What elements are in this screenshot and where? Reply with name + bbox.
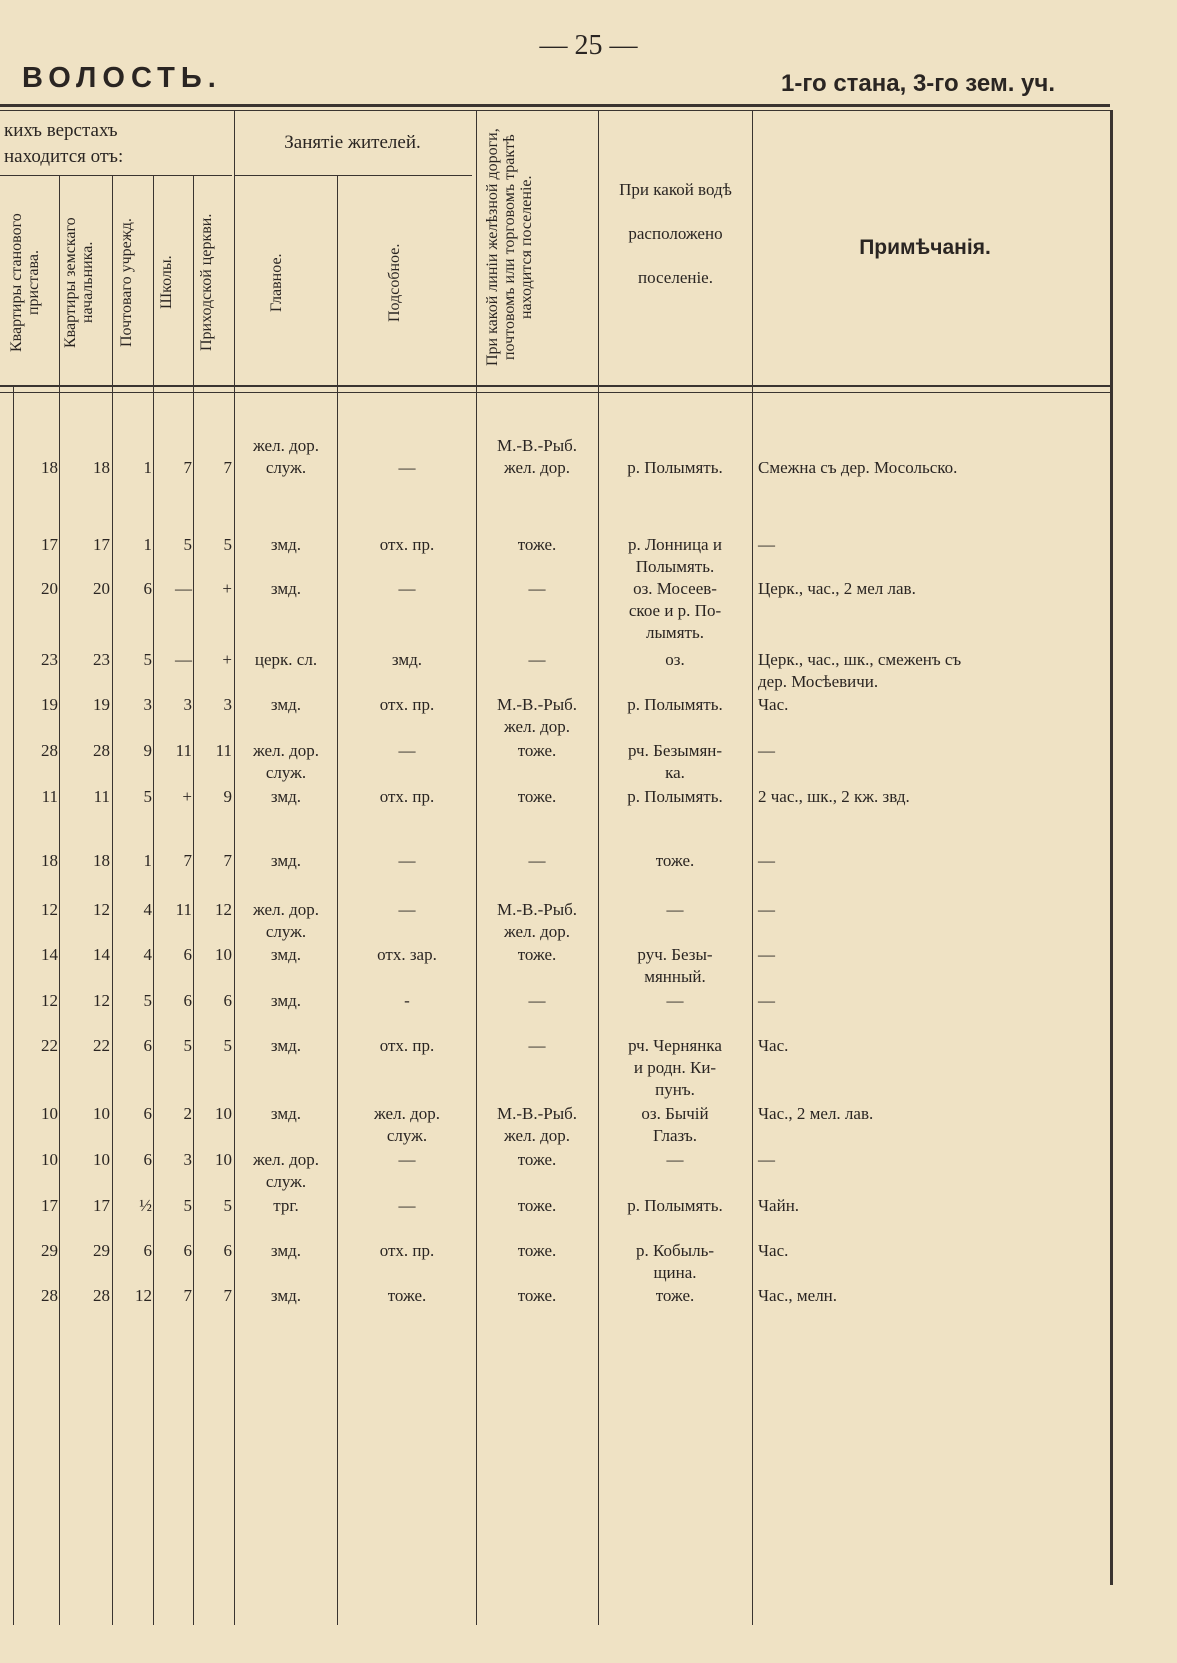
zemsky-cell: 23 [93, 650, 110, 669]
col-water: При какой водѣ расположено поселеніе. [619, 180, 732, 287]
road-cell: М.-В.-Рыб. жел. дор. [496, 900, 578, 941]
aux-occupation-cell: жел. дор. служ. [374, 1104, 440, 1145]
aux-occupation-cell: отх. пр. [379, 787, 435, 806]
note-cell: — [758, 991, 775, 1010]
church-cell: 5 [223, 1196, 232, 1215]
aux-occupation-cell: — [398, 1196, 416, 1215]
school-cell: 2 [183, 1104, 192, 1123]
aux-occupation-cell: — [398, 741, 416, 760]
header-bottom-rule [0, 385, 1110, 387]
zemsky-cell: 18 [93, 458, 110, 477]
zemsky-cell: 17 [93, 1196, 110, 1215]
note-cell: — [758, 945, 775, 964]
zemsky-cell: 10 [93, 1104, 110, 1123]
col-notes: Примѣчанія. [859, 236, 991, 259]
right-border [1110, 110, 1113, 1585]
water-cell: р. Кобыль- щина. [636, 1241, 714, 1282]
road-cell: тоже. [517, 1241, 557, 1260]
column-rule [476, 110, 477, 1625]
school-cell: 5 [183, 535, 192, 554]
occupation-subrule [235, 175, 472, 176]
note-cell: 2 час., шк., 2 кж. звд. [758, 787, 910, 806]
post-cell: 6 [143, 1036, 152, 1055]
stanovoy-cell: 28 [41, 741, 58, 760]
school-cell: 6 [183, 991, 192, 1010]
aux-occupation-cell: отх. пр. [379, 535, 435, 554]
top-rule-thin [0, 110, 1110, 111]
water-cell: оз. Мосеев- ское и р. По- лымять. [628, 579, 722, 642]
post-cell: 5 [143, 787, 152, 806]
church-cell: 6 [223, 1241, 232, 1260]
church-cell: 10 [215, 1104, 232, 1123]
post-cell: 6 [143, 1104, 152, 1123]
road-cell: тоже. [517, 1286, 557, 1305]
zemsky-cell: 11 [93, 787, 110, 806]
top-rule [0, 104, 1110, 107]
water-cell: рч. Безымян- ка. [627, 741, 723, 782]
main-occupation-cell: змд. [270, 851, 302, 870]
aux-occupation-cell: — [398, 1150, 416, 1169]
school-cell: 6 [183, 945, 192, 964]
header-bottom-rule-2 [0, 392, 1110, 393]
church-cell: 10 [215, 945, 232, 964]
col-aux: Подсобное. [386, 243, 403, 322]
road-cell: М.-В.-Рыб. жел. дор. [496, 1104, 578, 1145]
column-rule [337, 175, 338, 1625]
road-cell: тоже. [517, 1150, 557, 1169]
road-cell: М.-В.-Рыб. жел. дор. [496, 436, 578, 477]
note-cell: — [758, 535, 775, 554]
note-cell: Церк., час., 2 мел лав. [758, 579, 916, 598]
stanovoy-cell: 10 [41, 1150, 58, 1169]
school-cell: 6 [183, 1241, 192, 1260]
water-cell: р. Полымять. [627, 458, 723, 477]
road-cell: — [528, 650, 546, 669]
zemsky-cell: 20 [93, 579, 110, 598]
church-cell: 7 [223, 851, 232, 870]
water-cell: тоже. [655, 851, 695, 870]
aux-occupation-cell: отх. зар. [377, 945, 437, 964]
stanovoy-cell: 10 [41, 1104, 58, 1123]
district-heading: 1-го стана, 3-го зем. уч. [780, 70, 1055, 97]
stanovoy-cell: 23 [41, 650, 58, 669]
church-cell: 5 [223, 535, 232, 554]
aux-occupation-cell: отх. пр. [379, 695, 435, 714]
main-occupation-cell: змд. [270, 1036, 302, 1055]
zemsky-cell: 17 [93, 535, 110, 554]
main-occupation-cell: жел. дор. служ. [253, 1150, 319, 1191]
post-cell: 1 [143, 535, 152, 554]
note-cell: Смежна съ дер. Мосольско. [758, 458, 958, 477]
post-cell: 5 [143, 650, 152, 669]
road-cell: тоже. [517, 945, 557, 964]
zemsky-cell: 22 [93, 1036, 110, 1055]
distance-group-header: кихъ верстахъ находится отъ: [4, 120, 124, 167]
road-cell: тоже. [517, 741, 557, 760]
main-occupation-cell: трг. [273, 1196, 299, 1215]
church-cell: 9 [223, 787, 232, 806]
road-cell: — [528, 579, 546, 598]
church-cell: 11 [215, 741, 232, 760]
main-occupation-cell: змд. [270, 787, 302, 806]
school-cell: — [175, 579, 192, 598]
school-cell: 11 [175, 900, 192, 919]
main-occupation-cell: церк. сл. [254, 650, 318, 669]
stanovoy-cell: 28 [41, 1286, 58, 1305]
aux-occupation-cell: - [404, 991, 410, 1010]
church-cell: 5 [223, 1036, 232, 1055]
post-cell: 12 [135, 1286, 152, 1305]
school-cell: + [182, 787, 192, 806]
aux-occupation-cell: — [398, 900, 416, 919]
stanovoy-cell: 11 [41, 787, 58, 806]
zemsky-cell: 12 [93, 900, 110, 919]
water-cell: р. Полымять. [627, 1196, 723, 1215]
note-cell: — [758, 741, 775, 760]
main-occupation-cell: змд. [270, 1241, 302, 1260]
note-cell: Час. [758, 695, 789, 714]
school-cell: — [175, 650, 192, 669]
road-cell: тоже. [517, 535, 557, 554]
stanovoy-cell: 14 [41, 945, 58, 964]
main-occupation-cell: жел. дор. служ. [253, 741, 319, 782]
water-cell: рч. Чернянка и родн. Ки- пунъ. [628, 1036, 722, 1099]
note-cell: Час. [758, 1036, 789, 1055]
aux-occupation-cell: отх. пр. [379, 1036, 435, 1055]
aux-occupation-cell: тоже. [387, 1286, 427, 1305]
school-cell: 3 [183, 1150, 192, 1169]
col-zemsky: Квартиры земскаго начальника. [62, 217, 96, 348]
road-cell: — [528, 991, 546, 1010]
note-cell: Чайн. [758, 1196, 800, 1215]
column-rule [234, 110, 235, 1625]
aux-occupation-cell: змд. [391, 650, 423, 669]
main-occupation-cell: жел. дор. служ. [253, 436, 319, 477]
post-cell: 6 [143, 1241, 152, 1260]
column-rule [752, 110, 753, 1625]
road-cell: М.-В.-Рыб. жел. дор. [496, 695, 578, 736]
zemsky-cell: 18 [93, 851, 110, 870]
zemsky-cell: 28 [93, 741, 110, 760]
main-occupation-cell: змд. [270, 945, 302, 964]
water-cell: — [666, 1150, 684, 1169]
stanovoy-cell: 17 [41, 1196, 58, 1215]
col-rail: При какой линіи желѣзной дороги, почтовомъ или торговомъ трактѣ находится поселеніе. [484, 128, 535, 367]
church-cell: 3 [223, 695, 232, 714]
aux-occupation-cell: отх. пр. [379, 1241, 435, 1260]
church-cell: 10 [215, 1150, 232, 1169]
main-occupation-cell: змд. [270, 695, 302, 714]
main-occupation-cell: жел. дор. служ. [253, 900, 319, 941]
aux-occupation-cell: — [398, 579, 416, 598]
water-cell: тоже. [655, 1286, 695, 1305]
school-cell: 11 [175, 741, 192, 760]
stanovoy-cell: 12 [41, 991, 58, 1010]
stanovoy-cell: 19 [41, 695, 58, 714]
post-cell: 5 [143, 991, 152, 1010]
stanovoy-cell: 12 [41, 900, 58, 919]
note-cell: — [758, 900, 775, 919]
note-cell: Час. [758, 1241, 789, 1260]
post-cell: 3 [143, 695, 152, 714]
zemsky-cell: 14 [93, 945, 110, 964]
water-cell: оз. Бычій Глазъ. [641, 1104, 709, 1145]
stanovoy-cell: 17 [41, 535, 58, 554]
post-cell: 4 [143, 900, 152, 919]
page-number: — 25 — [539, 30, 638, 61]
road-cell: — [528, 1036, 546, 1055]
road-cell: тоже. [517, 787, 557, 806]
note-cell: Церк., час., шк., смеженъ съ дер. Мосѣевичи. [758, 650, 962, 691]
church-cell: 7 [223, 458, 232, 477]
school-cell: 5 [183, 1036, 192, 1055]
water-cell: руч. Безы- мянный. [637, 945, 713, 986]
post-cell: 4 [143, 945, 152, 964]
main-occupation-cell: змд. [270, 1104, 302, 1123]
col-stanovoy: Квартиры станового пристава. [8, 213, 42, 352]
stanovoy-cell: 18 [41, 851, 58, 870]
school-cell: 7 [183, 458, 192, 477]
water-cell: — [666, 900, 684, 919]
section-title: ВОЛОСТЬ. [22, 62, 222, 94]
church-cell: + [222, 579, 232, 598]
col-school: Школы. [158, 255, 175, 310]
column-rule [598, 110, 599, 1625]
occupation-group-header: Занятіе жителей. [284, 132, 421, 153]
church-cell: + [222, 650, 232, 669]
stanovoy-cell: 20 [41, 579, 58, 598]
zemsky-cell: 19 [93, 695, 110, 714]
aux-occupation-cell: — [398, 851, 416, 870]
water-cell: р. Лонница и Полымять. [628, 535, 722, 576]
col-main: Главное. [268, 253, 285, 312]
post-cell: ½ [139, 1196, 152, 1215]
note-cell: Час., 2 мел. лав. [758, 1104, 874, 1123]
zemsky-cell: 10 [93, 1150, 110, 1169]
post-cell: 6 [143, 579, 152, 598]
school-cell: 3 [183, 695, 192, 714]
post-cell: 1 [143, 458, 152, 477]
school-cell: 5 [183, 1196, 192, 1215]
stanovoy-cell: 18 [41, 458, 58, 477]
aux-occupation-cell: — [398, 458, 416, 477]
main-occupation-cell: змд. [270, 991, 302, 1010]
stanovoy-cell: 22 [41, 1036, 58, 1055]
zemsky-cell: 28 [93, 1286, 110, 1305]
water-cell: р. Полымять. [627, 695, 723, 714]
post-cell: 1 [143, 851, 152, 870]
school-cell: 7 [183, 851, 192, 870]
church-cell: 12 [215, 900, 232, 919]
distance-subrule [0, 175, 232, 176]
col-post: Почтоваго учрежд. [118, 218, 135, 347]
road-cell: — [528, 851, 546, 870]
road-cell: тоже. [517, 1196, 557, 1215]
main-occupation-cell: змд. [270, 1286, 302, 1305]
post-cell: 6 [143, 1150, 152, 1169]
water-cell: — [666, 991, 684, 1010]
note-cell: — [758, 851, 775, 870]
zemsky-cell: 29 [93, 1241, 110, 1260]
school-cell: 7 [183, 1286, 192, 1305]
water-cell: р. Полымять. [627, 787, 723, 806]
main-occupation-cell: змд. [270, 535, 302, 554]
note-cell: Час., мелн. [758, 1286, 838, 1305]
water-cell: оз. [665, 650, 685, 669]
church-cell: 6 [223, 991, 232, 1010]
zemsky-cell: 12 [93, 991, 110, 1010]
col-church: Приходской церкви. [198, 213, 215, 352]
post-cell: 9 [143, 741, 152, 760]
stanovoy-cell: 29 [41, 1241, 58, 1260]
main-occupation-cell: змд. [270, 579, 302, 598]
church-cell: 7 [223, 1286, 232, 1305]
note-cell: — [758, 1150, 775, 1169]
